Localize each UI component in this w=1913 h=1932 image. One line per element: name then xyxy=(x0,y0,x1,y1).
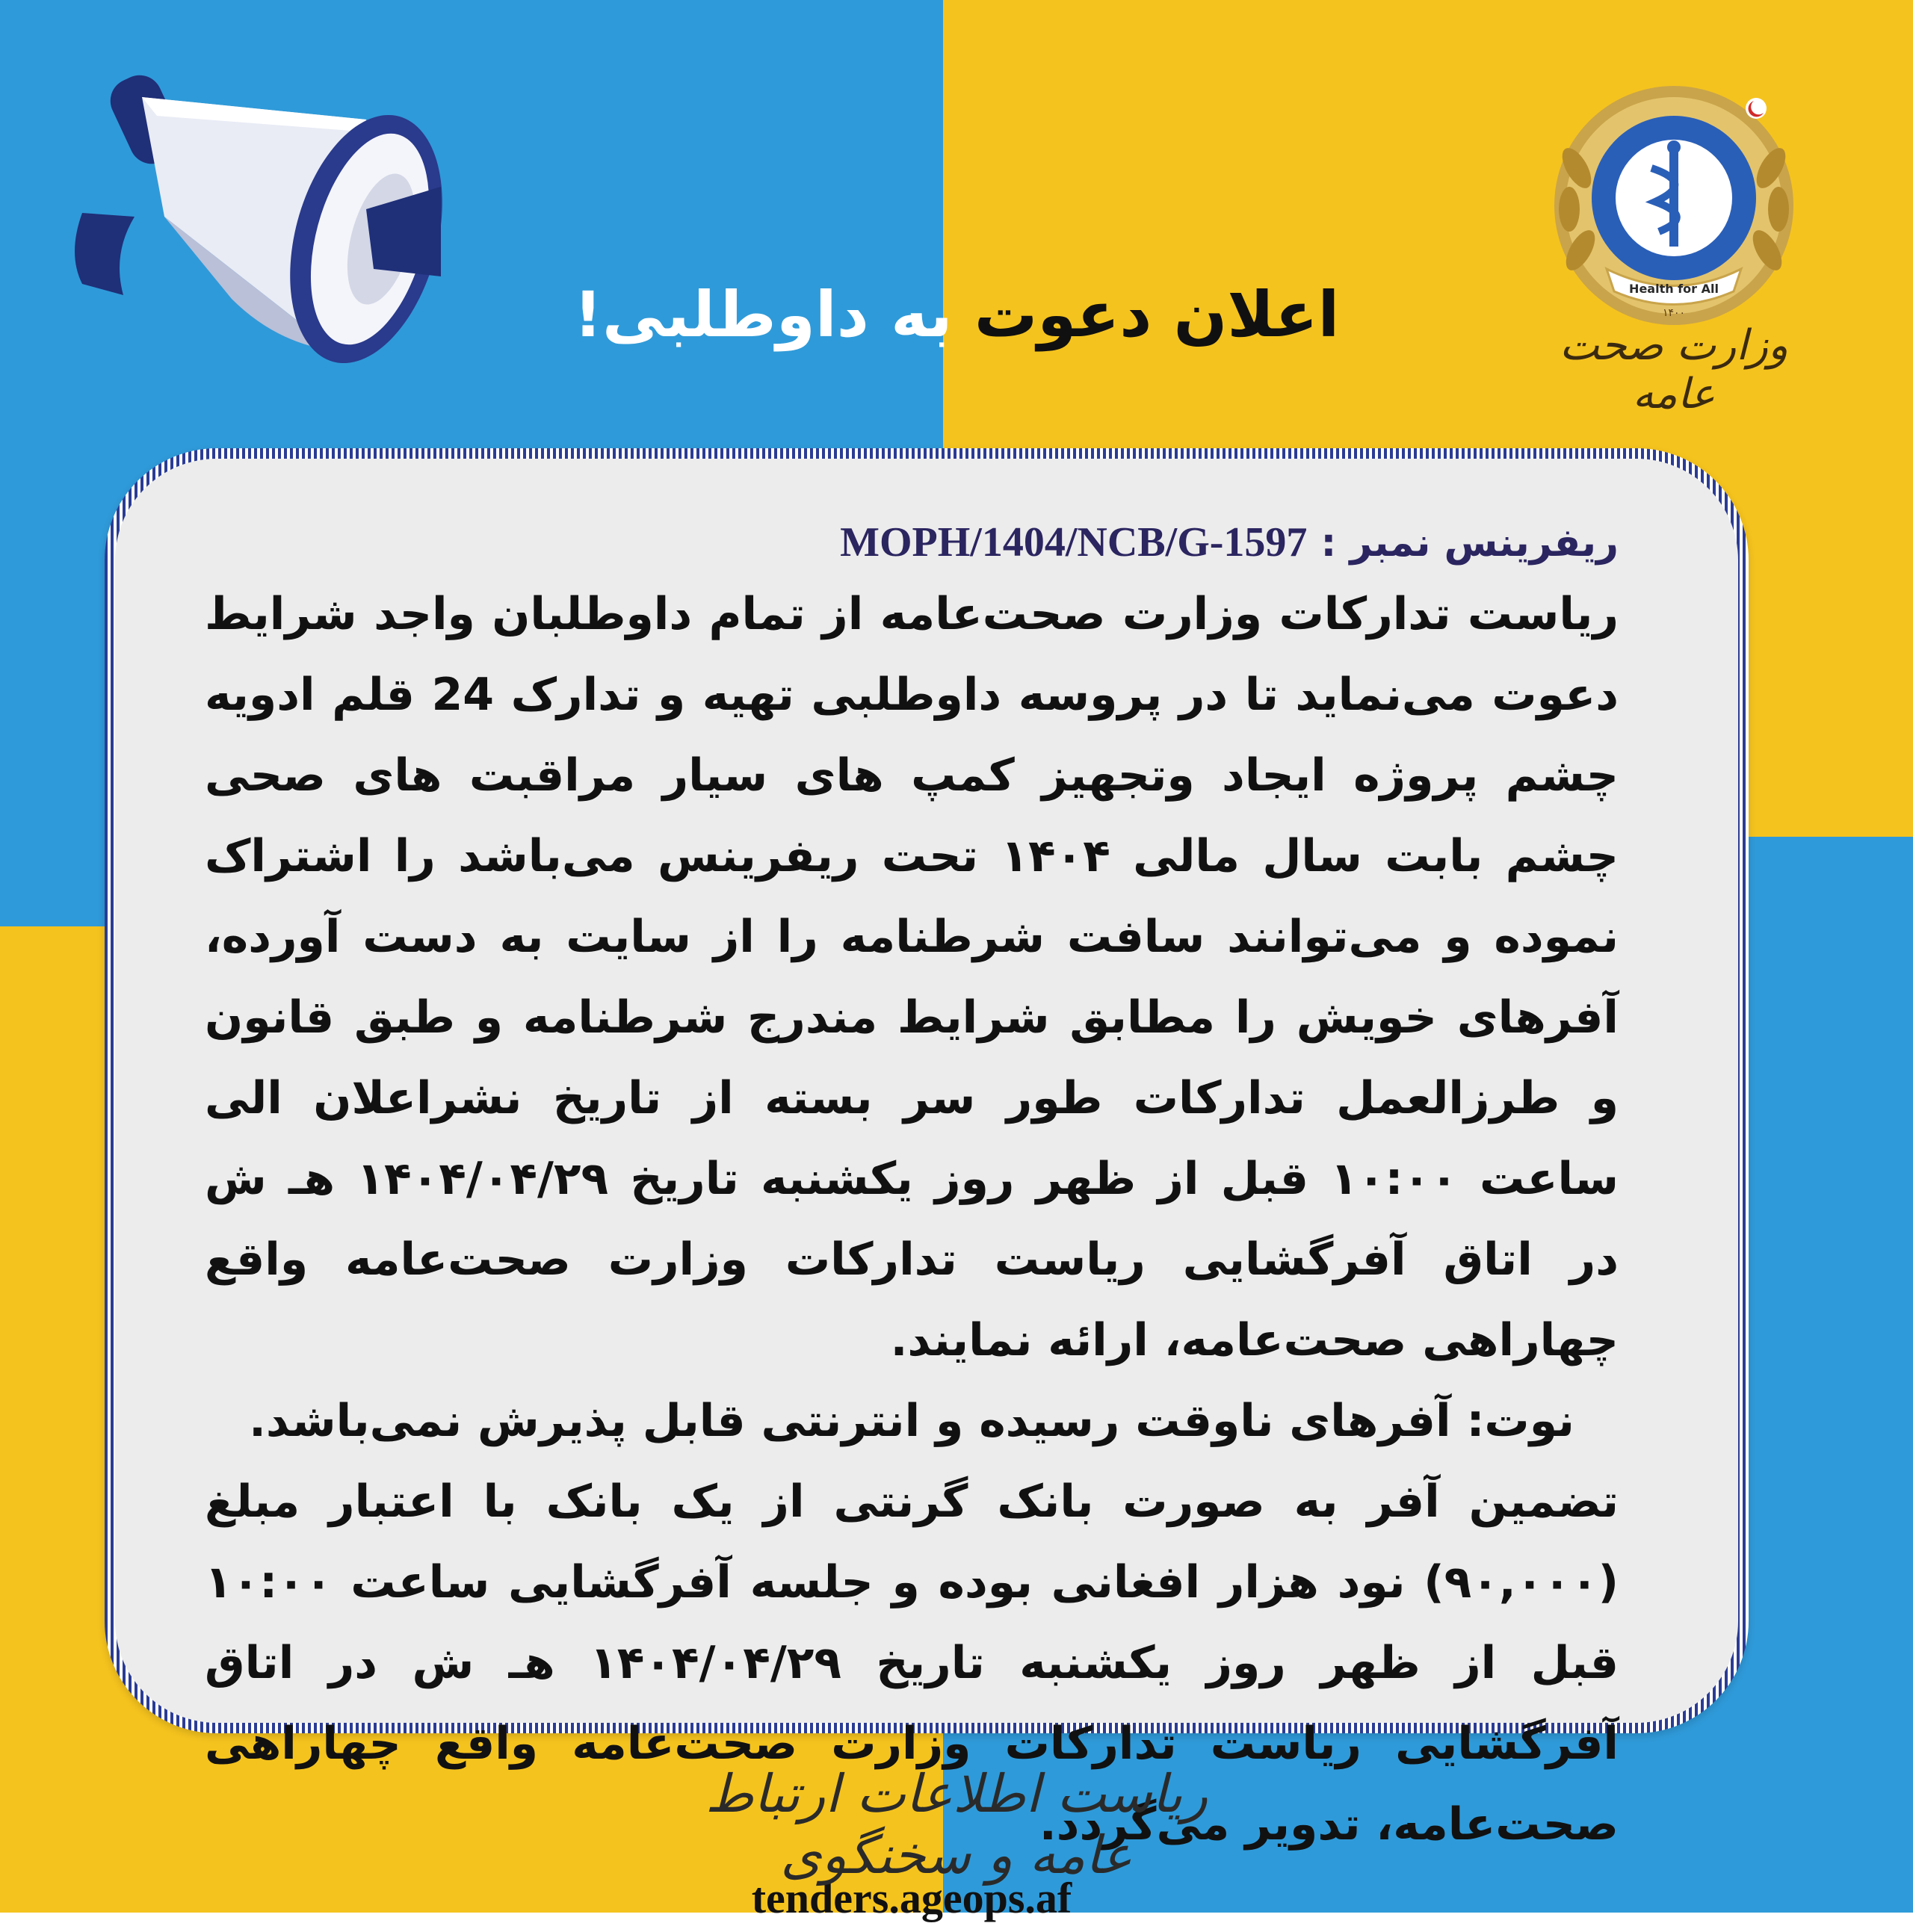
notice-paragraph-2: تضمین آفر به صورت بانک گرنتی از یک بانک با اعتبار مبلغ (۹۰,۰۰۰) نود هزار افغانی بوده و جلسه آفرگشایی ساعت ۱۰:۰۰ قبل از ظهر روز یکشنبه تاریخ ۱۴۰۴/۰۴/۲۹ هـ ش در اتاق آفرگشایی ریاست تدارکات وزارت صحت‌عامه واقع چهاراهی صحت‌عامه، تدویر می‌گردد. xyxy=(205,1476,1619,1851)
announcement-title xyxy=(538,278,1375,351)
reference-line xyxy=(205,518,1619,566)
reference-label: ریفرینس نمبر : xyxy=(1320,521,1619,566)
reference-value: MOPH/1404/NCB/G-1597 xyxy=(840,519,1308,566)
ministry-emblem-icon xyxy=(1547,78,1801,332)
notice-note: نوت: آفرهای ناوقت رسیده و انترنتی قابل پذیرش نمی‌باشد. xyxy=(249,1395,1574,1447)
emblem-motto: Health for All xyxy=(1629,282,1719,296)
notice-body xyxy=(205,574,1619,1865)
emblem-year: ۱۴۰۰ xyxy=(1662,307,1686,319)
notice-paragraph-1: ریاست تدارکات وزارت صحت‌عامه از تمام داوطلبان واجد شرایط دعوت می‌نماید تا در پروسه داوطلبی تهیه و تدارک 24 قلم ادویه چشم پروژه ایجاد وتجهیز کمپ های سیار مراقبت های صحی چشم بابت سال مالی ۱۴۰۴ تحت ریفرینس می‌باشد را اشتراک نموده و می‌توانند سافت شرطنامه را از سایت به دست آورده، آفرهای خویش را مطابق شرایط مندرج شرطنامه و طبق قانون و طرزالعمل تدارکات طور سر بسته از تاریخ نشراعلان الی ساعت ۱۰:۰۰ قبل از ظهر روز یکشنبه تاریخ ۱۴۰۴/۰۴/۲۹ هـ ش در اتاق آفرگشایی ریاست تدارکات وزارت صحت‌عامه واقع چهاراهی صحت‌عامه، ارائه نمایند. xyxy=(205,588,1619,1366)
title-part-1: اعلان دعوت xyxy=(974,278,1340,351)
footer-signature: ریاست اطلاعات ارتباط عامه و سخنگوی xyxy=(705,1763,1208,1886)
ministry-signature: وزارت صحت عامه xyxy=(1560,321,1788,418)
tenders-website-link[interactable]: tenders.ageops.af xyxy=(751,1874,1072,1922)
title-part-2: به داوطلبی! xyxy=(573,278,953,351)
megaphone-icon xyxy=(52,30,471,381)
